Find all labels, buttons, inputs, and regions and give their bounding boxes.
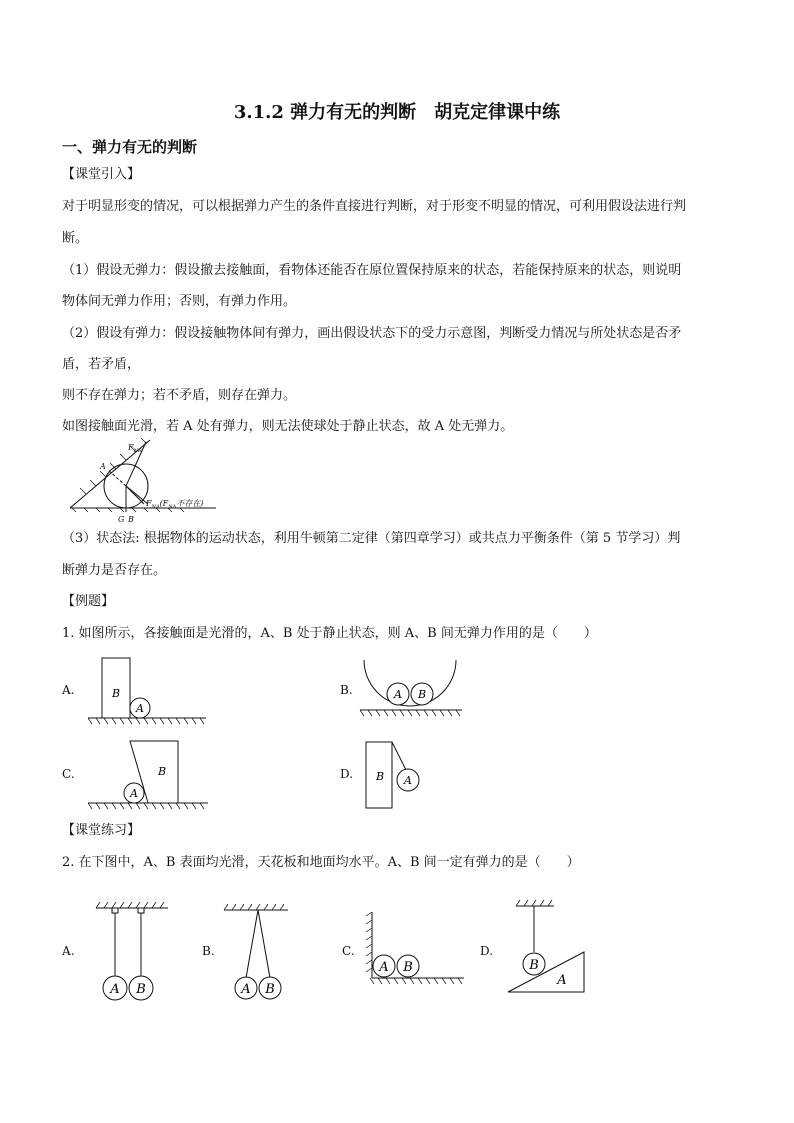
q2-option-b: B. [202, 944, 215, 958]
q1-option-a: A. [62, 683, 75, 697]
q2-option-c: C. [342, 944, 355, 958]
label-fna: $F_{NA}(F_{NA}$不存在) [146, 499, 204, 510]
body-label-b: B [529, 958, 539, 973]
p2-line2: 盾，若矛盾， [62, 357, 141, 372]
body-label-b: B [375, 770, 385, 783]
p1-line1: （1）假设无弹力：假设撤去接触面，看物体还能否在原位置保持原来的状态，若能保持原来的状态，则说明 [62, 263, 682, 278]
q1-option-b: B. [340, 683, 353, 697]
section-heading: 一、弹力有无的判断 [62, 138, 198, 156]
q2-option-d: D. [480, 944, 494, 958]
question-1: 1. 如图所示，各接触面是光滑的，A、B 处于静止状态，则 A、B 间无弹力作用的是（ ） [62, 626, 597, 641]
q1-figure-c [88, 737, 210, 813]
page-title: 3.1.2 弹力有无的判断 胡克定律课中练 [233, 102, 561, 123]
p2-line1: （2）假设有弹力：假设接触物体间有弹力，画出假设状态下的受力示意图，判断受力情况与所处状态是否矛 [62, 326, 682, 341]
body-label-a: A [394, 688, 402, 701]
body-label-b: B [403, 960, 413, 975]
q1-figure-a [88, 654, 208, 730]
p3-line2: 断弹力是否存在。 [62, 563, 167, 578]
q2-figure-c [364, 908, 468, 988]
intro-heading: 【课堂引入】 [62, 167, 141, 182]
body-label-b: B [417, 688, 427, 701]
practice-heading: 【课堂练习】 [62, 823, 141, 838]
example-heading: 【例题】 [62, 594, 115, 609]
body-label-b: B [111, 687, 121, 700]
q2-figure-d [504, 896, 590, 996]
question-2: 2. 在下图中，A、B 表面均光滑，天花板和地面均水平。A、B 间一定有弹力的是（ ） [62, 855, 580, 870]
body-label-a: A [130, 787, 138, 800]
body-label-a: A [110, 982, 120, 997]
q1-figure-d [360, 738, 426, 810]
q1-figure-b [356, 656, 466, 718]
q2-option-a: A. [62, 944, 75, 958]
body-label-a: A [241, 982, 251, 997]
q2-figure-b [222, 898, 292, 1004]
body-label-a: A [136, 702, 144, 715]
force-diagram [66, 438, 226, 526]
body-label-b: B [157, 765, 167, 778]
label-a: A [100, 462, 106, 471]
label-fnb: $F_{NB}$ [128, 443, 142, 454]
p2-line3: 则不存在弹力；若不矛盾，则存在弹力。 [62, 388, 297, 403]
body-label-b: B [265, 982, 275, 997]
intro-line2: 断。 [62, 231, 89, 246]
label-b: B [128, 515, 134, 524]
q1-option-c: C. [62, 767, 75, 781]
q2-figure-a [94, 896, 170, 1004]
p3-line1: （3）状态法: 根据物体的运动状态，利用牛顿第二定律（第四章学习）或共点力平衡条件（第 5 节学习）判 [62, 531, 681, 546]
p1-line2: 物体间无弹力作用；否则，有弹力作用。 [62, 294, 297, 309]
q1-option-d: D. [340, 767, 354, 781]
body-label-b: B [136, 982, 146, 997]
body-label-a: A [379, 960, 389, 975]
body-label-a: A [557, 973, 567, 988]
intro-line1: 对于明显形变的情况，可以根据弹力产生的条件直接进行判断，对于形变不明显的情况，可利用假设法进行判 [62, 199, 687, 214]
p2-line4: 如图接触面光滑，若 A 处有弹力，则无法使球处于静止状态，故 A 处无弹力。 [62, 419, 514, 434]
label-g: G [118, 515, 125, 524]
body-label-a: A [404, 774, 412, 787]
